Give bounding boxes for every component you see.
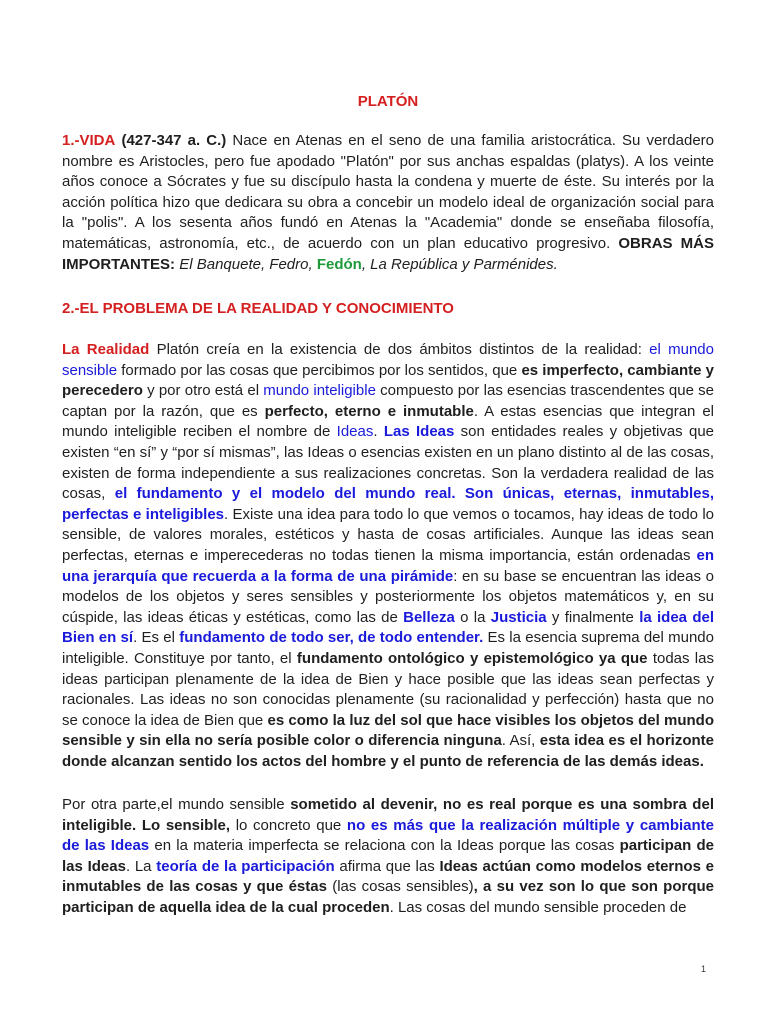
run: es imperfecto, cambiante y perecedero — [62, 361, 715, 400]
run: y por otro está el — [142, 382, 264, 400]
paragraph-mundo-sensible — [62, 795, 714, 919]
run: y finalmente — [546, 608, 640, 626]
section-vida — [62, 131, 714, 275]
run: fundamento de todo ser, de todo entender. — [179, 629, 484, 647]
run: . — [373, 423, 384, 441]
page-number: 1 — [700, 964, 706, 974]
obras-list-a: El Banquete, Fedro, — [175, 255, 317, 273]
run: es como la luz del sol que hace visibles los objetos del mundo sensible y sin ella no sería posible color o diferencia ninguna — [62, 711, 714, 750]
run: mundo inteligible — [263, 382, 376, 400]
run: . Es el — [133, 629, 180, 647]
run: Ideas — [336, 423, 374, 441]
run: Platón creía en la existencia de dos ámbitos distintos de la realidad: — [149, 341, 650, 358]
run: Las Ideas — [383, 423, 455, 441]
run: formado por las cosas que percibimos por los sentidos, que — [117, 361, 522, 379]
run: esta idea es el horizonte donde alcanzan sentido los actos del hombre y el punto de referencia de las demás ideas. — [62, 732, 714, 770]
page-title: PLATÓN — [357, 93, 419, 110]
run: porque participan de aquella idea de la cual proceden — [62, 878, 715, 916]
run: Por otra parte,el mundo sensible — [62, 796, 291, 813]
run: son entidades reales y objetivas que existen “en sí” y “por sí mismas”, las Ideas o esencias existen en un plano distinto al de las cosas, existen de forma independiente a sus realizaciones concretas. Son la verdadera realidad de las cosas, — [62, 423, 715, 503]
run: el fundamento y el modelo del mundo real. Son únicas, eternas, inmutables, perfectas e inteligibles — [62, 485, 714, 523]
run: Es la esencia suprema del mundo inteligible. Constituye por tanto, el — [62, 629, 714, 667]
run: el mundo sensible — [62, 341, 714, 379]
run: en la materia imperfecta se relaciona con la Ideas porque las cosas — [149, 837, 620, 855]
run: en una jerarquía que recuerda a la forma de una pirámide — [62, 546, 714, 585]
obras-label: OBRAS MÁS IMPORTANTES: — [62, 234, 715, 273]
section-vida-heading: 1.-VIDA — [62, 132, 116, 149]
run: . Así, — [501, 732, 540, 750]
run: . A estas esencias que integran el mundo inteligible reciben el nombre de — [62, 402, 714, 441]
run: lo concreto que — [230, 816, 347, 834]
run: fundamento ontológico y epistemológico ya que — [296, 649, 648, 667]
run: Justicia — [490, 608, 547, 626]
run: no es más que la realización múltiple y cambiante de las Ideas — [62, 816, 715, 855]
obras-fedon: Fedón — [316, 255, 362, 273]
run: : en su base se encuentran las ideas o modelos de los objetos y seres sensibles y posteriormente los objetos matemáticos y, en su cúspide, las ideas éticas y estéticas, como las de — [62, 567, 714, 626]
run: La Realidad — [62, 341, 150, 358]
run: sometido al devenir, no es real porque es una sombra del inteligible. Lo sensible, — [62, 796, 714, 834]
section-realidad-heading: 2.-EL PROBLEMA DE LA REALIDAD Y CONOCIMIENTO — [62, 300, 454, 317]
run: . Las cosas del mundo sensible proceden de — [389, 898, 687, 916]
run: Belleza — [403, 608, 455, 626]
run: perfecto, eterno e inmutable — [264, 402, 474, 420]
paragraph-realidad — [62, 340, 714, 772]
obras-list-b: , La República y Parménides. — [361, 255, 558, 273]
run: o la — [454, 608, 491, 626]
vida-text: Nace en Atenas en el seno de una familia aristocrática. Su verdadero nombre es Aristocles, pero fue apodado "Platón" por sus anchas espaldas (platys). A los veinte años conoce a Sócrates y fue su discípulo hasta la condena y muerte de éste. Su interés por la acción política hizo que dedicara su obra a concebir un modelo ideal de organización social para la "polis". A los sesenta años fundó en Atenas la "Academia" donde se enseñaba filosofía, matemáticas, astronomía, etc., de acuerdo con un plan educativo progresivo. — [62, 132, 715, 252]
run: Ideas actúan como modelos eternos e inmutables de las cosas y que éstas — [62, 857, 715, 896]
run: la idea del Bien en sí — [62, 608, 714, 647]
run: . Existe una idea para todo lo que vemos o tocamos, hay ideas de todo lo sensible, de valores morales, estéticos y hasta de cosas artificiales. Aunque las ideas sean perfectas, eternas e imperecederas no todas tienen la misma importancia, están ordenadas — [62, 505, 714, 564]
run: todas las ideas participan plenamente de la idea de Bien y hace posible que las ideas sean perfectas y racionales. Las ideas no son conocidas plenamente (su racionalidad y perfección) hasta que no se conoce la idea de Bien que — [62, 649, 714, 729]
run: . La — [125, 857, 157, 875]
run: afirma que las — [334, 857, 440, 875]
run: teoría de la participación — [156, 857, 335, 875]
run: compuesto por las esencias trascendentes que se captan por la razón, que es — [62, 382, 715, 420]
run: , a su vez son lo que son — [473, 878, 664, 896]
run: participan de las Ideas — [62, 837, 714, 875]
vida-dates: (427-347 a. C.) — [121, 132, 227, 149]
run: (las cosas sensibles) — [326, 878, 474, 896]
